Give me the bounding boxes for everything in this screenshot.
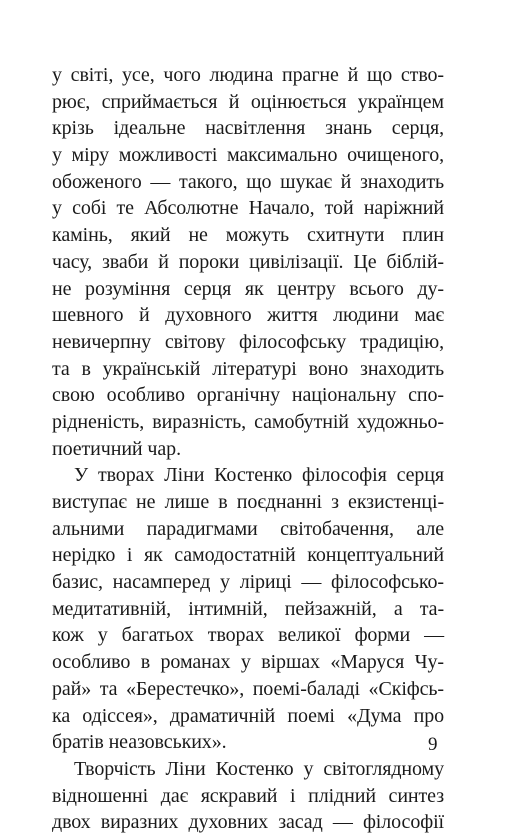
text-line: альними парадигмами світобачення, але bbox=[52, 517, 444, 540]
text-line: камінь, який не можуть схитнути плин bbox=[52, 224, 444, 247]
text-line: часу, зваби й пороки цивілізації. Це біблій- bbox=[52, 250, 444, 273]
text-line: виступає не лише в поєднанні з екзистенці- bbox=[52, 491, 444, 513]
text-line: відношенні дає яскравий і плідний синтез bbox=[52, 784, 444, 807]
text-line: не розуміння серця як центру всього ду- bbox=[52, 277, 444, 300]
text-line: свою особливо органічну національну спо- bbox=[52, 384, 444, 407]
text-line: та в українській літературі воно знаходить bbox=[52, 357, 444, 380]
paragraph-start-line: У творах Ліни Костенко філософія серця bbox=[74, 464, 444, 487]
text-line: братів неазовських». bbox=[52, 731, 227, 754]
text-line: крізь ідеальне насвітлення знань серця, bbox=[52, 117, 444, 140]
text-line: ка одіссея», драматичній поемі «Дума про bbox=[52, 704, 444, 727]
text-line: рідненість, виразність, самобутній художньо- bbox=[52, 410, 444, 433]
text-line: медитативній, інтимній, пейзажній, а та- bbox=[52, 597, 444, 620]
text-line: особливо в романах у віршах «Маруся Чу- bbox=[52, 651, 444, 674]
text-line: шевного й духовного життя людини має bbox=[52, 304, 444, 327]
text-line: у собі те Абсолютне Начало, той наріжний bbox=[52, 197, 444, 220]
text-line: обоженого — такого, що шукає й знаходить bbox=[52, 170, 444, 193]
text-line: кож у багатьох творах великої форми — bbox=[52, 624, 444, 647]
text-line: невичерпну світову філософську традицію, bbox=[52, 330, 444, 353]
text-line: двох виразних духовних засад — філософії bbox=[52, 811, 444, 834]
page-number: 9 bbox=[428, 734, 438, 755]
text-line: поетичний чар. bbox=[52, 437, 181, 460]
text-line: у міру можливості максимально очищеного, bbox=[52, 144, 444, 167]
text-line: рай» та «Берестечко», поемі-баладі «Скіфсь- bbox=[52, 677, 444, 700]
text-line: у світі, усе, чого людина прагне й що ство- bbox=[52, 64, 444, 86]
body-text bbox=[52, 62, 444, 836]
text-line: базис, насамперед у ліриці — філософсько- bbox=[52, 571, 444, 594]
text-line: рює, сприймається й оцінюється українцем bbox=[52, 90, 444, 113]
text-line: нерідко і як самодостатній концептуальний bbox=[52, 544, 444, 567]
paragraph-start-line: Творчість Ліни Костенко у світоглядному bbox=[74, 757, 444, 780]
